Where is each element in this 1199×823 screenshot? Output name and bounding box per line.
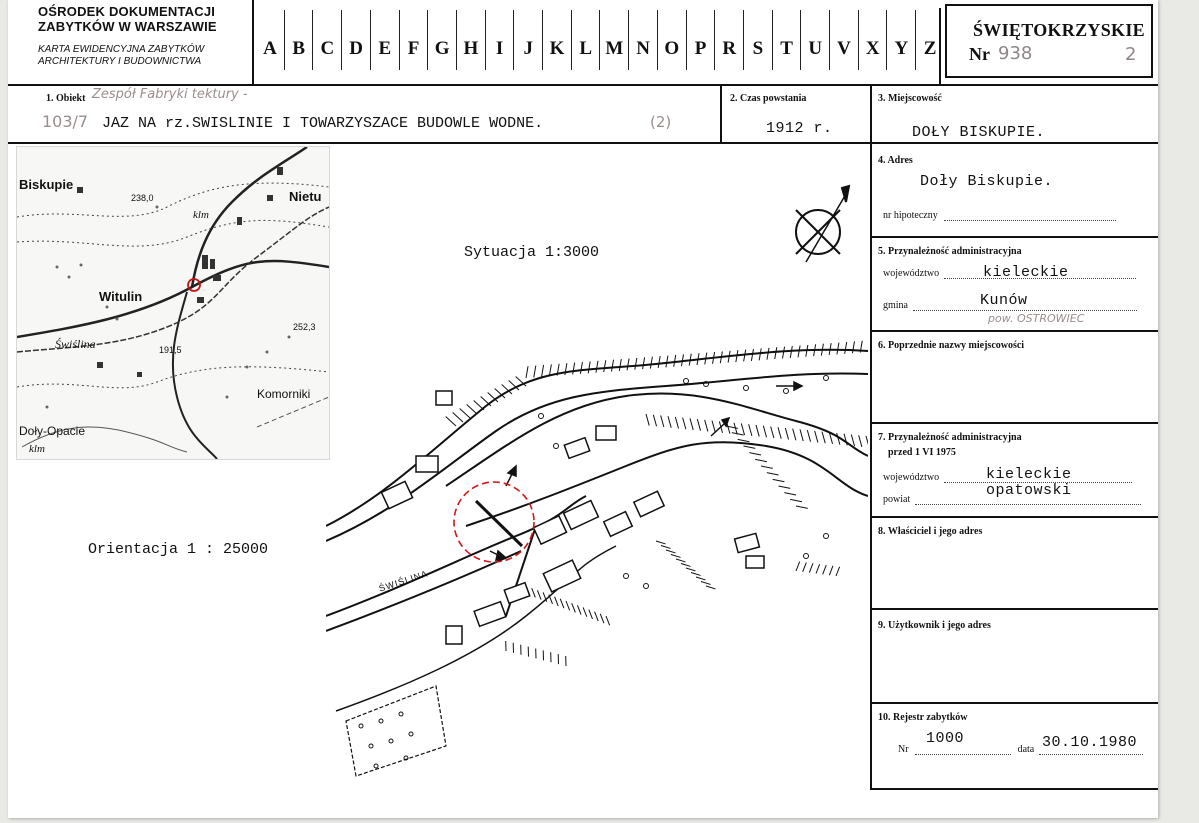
wojewodztwo75-label: województwo [883,472,940,483]
index-letter-c: C [320,38,335,59]
rejestr-nr-dots [915,754,1011,755]
nr-label: Nr [969,44,990,64]
row1-bottom-rule [8,142,1158,144]
powiat-dots [915,504,1141,505]
north-arrow-icon [796,186,849,262]
index-separator [714,10,715,70]
tree-symbols [359,376,829,769]
index-separator [599,10,600,70]
index-letter-d: D [349,38,363,59]
topo-label-witulin: Witulin [99,289,143,304]
powiat-label: powiat [883,494,911,505]
index-letter-h: H [463,38,479,59]
index-separator [886,10,887,70]
river-label: ŚWIŚLINA [377,568,430,594]
wojewodztwo-value: kieleckie [983,264,1069,281]
index-letter-m: M [605,38,624,59]
gmina-handwritten: pow. OSTROWIEC [988,312,1085,325]
rule-10 [870,788,1158,790]
region-name: ŚWIĘTOKRZYSKIE [973,20,1145,40]
czas-label: 2. Czas powstania [730,93,807,104]
obiekt-mark: (2) [650,113,672,131]
topo-label-klm-1: klm [193,209,209,221]
rejestr-data-dots [1039,754,1143,755]
index-separator [542,10,543,70]
topo-label-238: 238,0 [131,193,154,203]
index-separator [284,10,285,70]
miejscowosc-value: DOŁY BISKUPIE. [912,124,1046,141]
wlasciciel-label: 8. Właściciel i jego adres [878,526,983,537]
index-letter-e: E [378,38,392,59]
org-line-1: OŚRODEK DOKUMENTACJI [38,4,216,19]
index-separator [399,10,400,70]
region-box [945,4,1153,78]
przynaleznosc75-sub: przed 1 VI 1975 [888,447,956,458]
header-divider [252,0,254,84]
index-letter-a: A [263,38,277,59]
gmina-dots [913,310,1137,311]
gmina-label: gmina [883,300,908,311]
index-letter-z: Z [923,38,937,59]
index-letter-r: R [722,38,737,59]
index-letter-p: P [694,38,707,59]
topo-label-swislina: Świślina [55,337,96,351]
rejestr-data-value: 30.10.1980 [1042,734,1138,751]
index-letter-n: N [636,38,650,59]
index-separator [571,10,572,70]
rejestr-label: 10. Rejestr zabytków [878,712,968,723]
index-separator [800,10,801,70]
index-separator [370,10,371,70]
card-type-line-2: ARCHITEKTURY I BUDOWNICTWA [38,56,202,67]
index-letter-i: I [495,38,504,59]
adres-value: Doły Biskupie. [920,173,1054,190]
index-separator [628,10,629,70]
rule-8 [870,608,1158,610]
index-separator [829,10,830,70]
index-letter-y: Y [894,38,909,59]
topo-label-252: 252,3 [293,322,316,332]
obiekt-code: 103/7 [42,112,89,131]
topographic-map-drawing [17,147,329,459]
rule-6 [870,422,1158,424]
index-letter-g: G [434,38,450,59]
index-letter-f: F [407,38,420,59]
rule-7 [870,516,1158,518]
rejestr-data-label: data [1017,744,1035,755]
index-letter-j: J [523,38,534,59]
index-letter-s: S [752,38,764,59]
poprzednie-label: 6. Poprzednie nazwy miejscowości [878,340,1025,351]
index-separator [456,10,457,70]
index-separator [513,10,514,70]
topo-label-komorniki: Komorniki [257,387,311,401]
index-letter-l: L [579,38,593,59]
adres-label: 4. Adres [878,155,913,166]
weir-marker [454,482,534,562]
miejscowosc-label: 3. Miejscowość [878,93,942,104]
index-separator [772,10,773,70]
topo-label-klm-2: klm [29,443,45,455]
index-letter-v: V [837,38,851,59]
registry-card [8,0,1158,818]
index-separator [427,10,428,70]
przynaleznosc-label: 5. Przynależność administracyjna [878,246,1022,257]
index-letter-k: K [549,38,565,59]
index-letter-b: B [292,38,306,59]
rule-9 [870,702,1158,704]
region-left-rule [939,8,941,84]
powiat-value: opatowski [986,482,1072,499]
rule-4 [870,236,1158,238]
index-separator [485,10,486,70]
index-letter-o: O [664,38,680,59]
situation-plan [326,146,868,786]
topo-label-nietu: Nietu [289,189,322,204]
rule-5 [870,330,1158,332]
situation-label: Sytuacja 1:3000 [464,244,600,261]
index-separator [743,10,744,70]
wojewodztwo-label: województwo [883,268,940,279]
obiekt-handwritten: Zespół Fabryki tektury - [92,87,248,102]
index-separator [657,10,658,70]
rejestr-nr-label: Nr [898,744,909,755]
wojewodztwo75-value: kieleckie [986,466,1072,483]
topo-label-doly-opacie: Doły-Opacie [19,424,86,438]
nr-extra: 2 [1125,44,1137,65]
topo-label-191: 191,5 [159,345,182,355]
index-letter-u: U [808,38,823,59]
uzytkownik-label: 9. Użytkownik i jego adres [878,620,991,631]
obiekt-label: 1. Obiekt [46,93,86,104]
org-line-2: ZABYTKÓW W WARSZAWIE [38,19,217,34]
letter-index [256,0,946,84]
index-separator [915,10,916,70]
index-separator [341,10,342,70]
nr-value: 938 [998,43,1033,64]
czas-value: 1912 r. [766,120,833,137]
hipoteczny-row [883,210,1116,221]
header-institution [38,4,253,68]
hipoteczny-dots [944,220,1116,221]
przynaleznosc75-label: 7. Przynależność administracyjna [878,432,1022,443]
gmina-value: Kunów [980,292,1028,309]
obiekt-text: JAZ NA rz.SWISLINIE I TOWARZYSZACE BUDOWLE WODNE. [102,115,544,132]
orientation-label: Orientacja 1 : 25000 [88,541,269,558]
header-bottom-rule [8,84,1158,86]
index-separator [686,10,687,70]
index-letter-x: X [865,38,880,59]
card-type-line-1: KARTA EWIDENCYJNA ZABYTKÓW [38,44,205,55]
index-separator [858,10,859,70]
row1-div-a [720,84,722,142]
index-letter-t: T [780,38,793,59]
rejestr-nr-value: 1000 [926,730,965,747]
topo-label-biskupie: Biskupie [19,177,74,192]
hipoteczny-label: nr hipoteczny [883,210,938,221]
index-separator [312,10,313,70]
topographic-map [16,146,330,460]
right-column-rule [870,84,872,790]
